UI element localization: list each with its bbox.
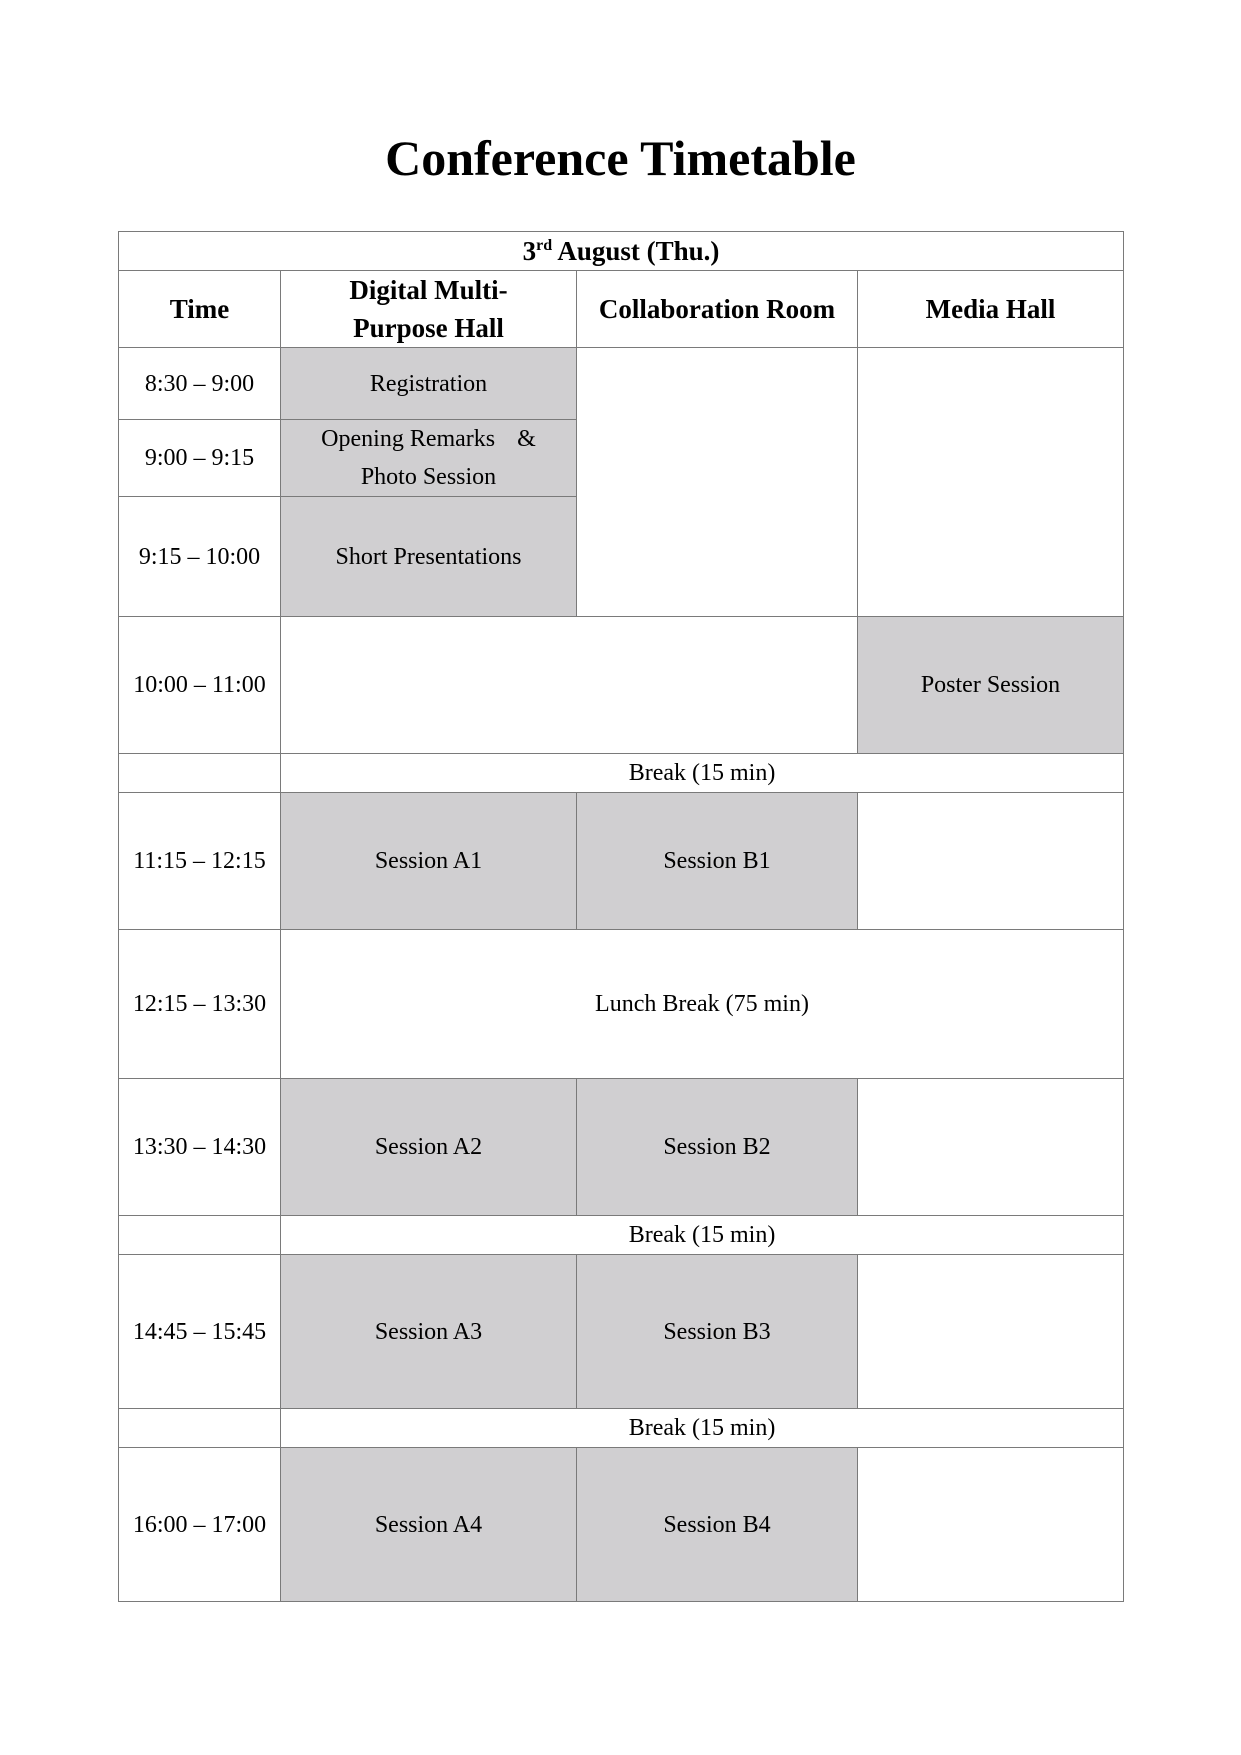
- date-header: [119, 232, 1124, 271]
- page-title: Conference Timetable: [385, 130, 856, 186]
- header-row: [119, 271, 1124, 348]
- time-cell: [119, 754, 281, 793]
- lunch-cell: Lunch Break (75 min): [281, 930, 1124, 1079]
- time-cell: 13:30 – 14:30: [119, 1079, 281, 1216]
- date-suffix: rd: [536, 237, 553, 254]
- time-cell: 12:15 – 13:30: [119, 930, 281, 1079]
- hall-cell: Session A3: [281, 1255, 577, 1409]
- break-cell: Break (15 min): [281, 1216, 1124, 1255]
- timetable: [118, 231, 1124, 1602]
- collab-cell: Session B3: [577, 1255, 858, 1409]
- time-cell: 9:15 – 10:00: [119, 497, 281, 617]
- lunch-row: [119, 930, 1124, 1079]
- time-cell: 8:30 – 9:00: [119, 348, 281, 420]
- opening-text: Opening Remarks: [321, 426, 496, 452]
- break-cell: Break (15 min): [281, 754, 1124, 793]
- time-cell: [119, 1216, 281, 1255]
- break-row: [119, 1216, 1124, 1255]
- table-row: [119, 348, 1124, 420]
- table-row: [119, 1079, 1124, 1216]
- hall-header-line2: Purpose Hall: [353, 313, 504, 343]
- media-empty-cell: [858, 348, 1124, 617]
- date-rest: August (Thu.): [552, 236, 720, 266]
- break-row: [119, 754, 1124, 793]
- collab-cell: Session B2: [577, 1079, 858, 1216]
- media-empty-cell: [858, 1079, 1124, 1216]
- collab-empty-cell: [577, 348, 858, 617]
- hall-cell: Registration: [281, 348, 577, 420]
- time-cell: 16:00 – 17:00: [119, 1448, 281, 1602]
- hall-cell: Session A2: [281, 1079, 577, 1216]
- hall-cell: Session A4: [281, 1448, 577, 1602]
- time-cell: 14:45 – 15:45: [119, 1255, 281, 1409]
- empty-cell: [281, 617, 858, 754]
- hall-cell: [281, 420, 577, 497]
- time-cell: 10:00 – 11:00: [119, 617, 281, 754]
- hall-cell: Session A1: [281, 793, 577, 930]
- date-day: 3: [522, 236, 537, 266]
- opening-line2: Photo Session: [360, 464, 497, 490]
- hall-header-line1: Digital Multi-: [349, 275, 508, 305]
- media-empty-cell: [858, 1255, 1124, 1409]
- date-row: [119, 232, 1124, 271]
- collab-header: Collaboration Room: [577, 271, 858, 348]
- time-cell: 11:15 – 12:15: [119, 793, 281, 930]
- time-cell: [119, 1409, 281, 1448]
- table-row: [119, 1255, 1124, 1409]
- time-header: Time: [119, 271, 281, 348]
- time-cell: 9:00 – 9:15: [119, 420, 281, 497]
- ampersand: &: [517, 426, 536, 452]
- table-row: [119, 1448, 1124, 1602]
- hall-cell: Short Presentations: [281, 497, 577, 617]
- table-row: [119, 617, 1124, 754]
- break-cell: Break (15 min): [281, 1409, 1124, 1448]
- media-cell: Poster Session: [858, 617, 1124, 754]
- media-empty-cell: [858, 793, 1124, 930]
- table-row: [119, 793, 1124, 930]
- media-empty-cell: [858, 1448, 1124, 1602]
- collab-cell: Session B4: [577, 1448, 858, 1602]
- media-header: Media Hall: [858, 271, 1124, 348]
- break-row: [119, 1409, 1124, 1448]
- opening-line1: [281, 420, 576, 458]
- collab-cell: Session B1: [577, 793, 858, 930]
- hall-header: [281, 271, 577, 348]
